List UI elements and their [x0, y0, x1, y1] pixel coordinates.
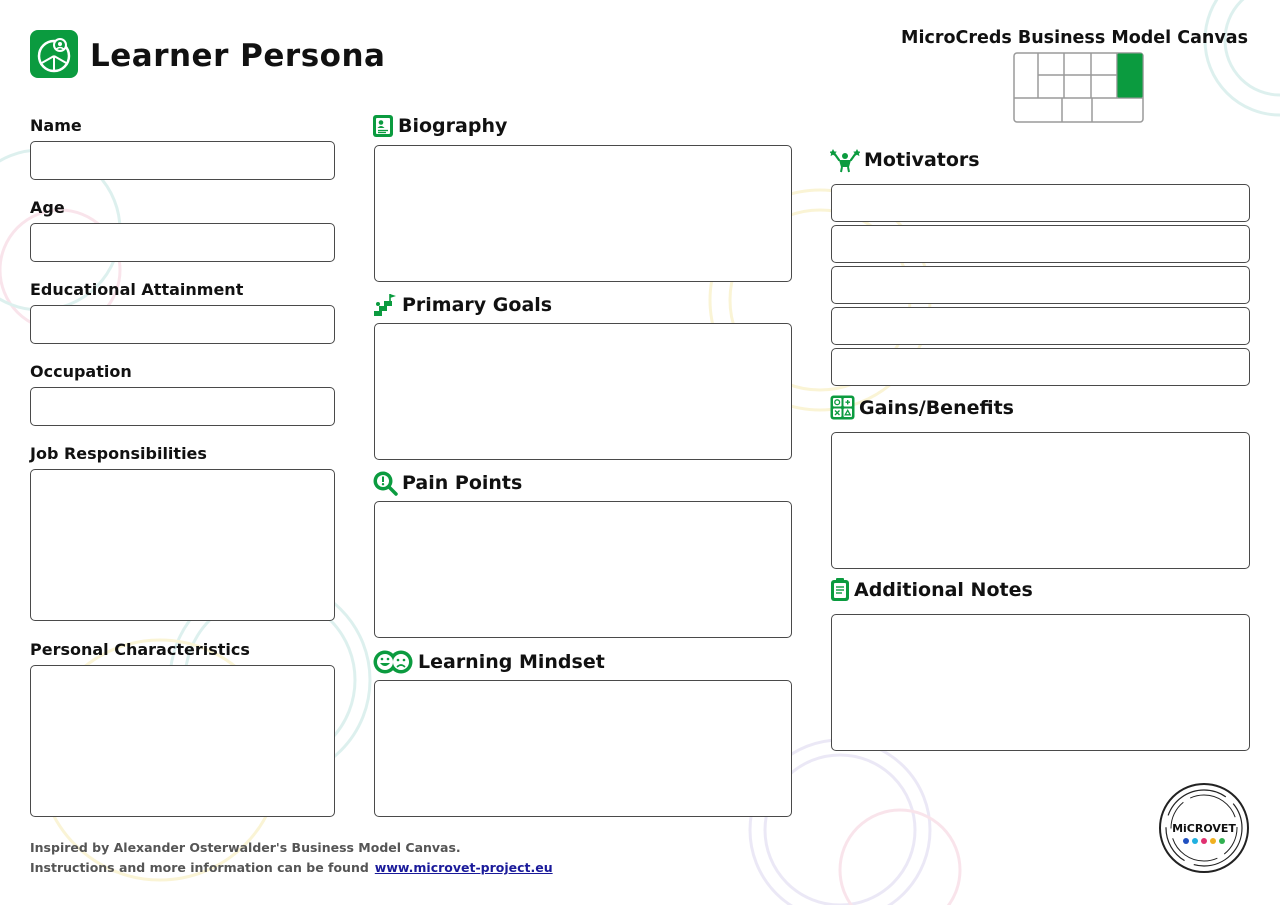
motivator-field-3[interactable] — [831, 266, 1250, 304]
occupation-label: Occupation — [30, 362, 132, 381]
gains-icon — [830, 395, 855, 420]
notes-icon — [830, 577, 850, 602]
pain-points-label: Pain Points — [402, 472, 523, 494]
canvas-position-map — [1013, 52, 1144, 123]
motivators-label: Motivators — [864, 149, 980, 171]
age-field[interactable] — [30, 223, 335, 262]
page-title: Learner Persona — [90, 38, 386, 74]
primary-goals-field[interactable] — [374, 323, 792, 460]
educational-attainment-field[interactable] — [30, 305, 335, 344]
gains-benefits-field[interactable] — [831, 432, 1250, 569]
motivators-header — [830, 147, 980, 173]
badge-text: MiCROVET — [1172, 822, 1236, 835]
canvas-title: MicroCreds Business Model Canvas — [901, 28, 1248, 48]
occupation-field[interactable] — [30, 387, 335, 426]
pain-points-header — [372, 470, 522, 496]
pain-points-field[interactable] — [374, 501, 792, 638]
educational-attainment-label: Educational Attainment — [30, 280, 244, 299]
microvet-badge-logo — [1158, 782, 1250, 874]
learning-mindset-label: Learning Mindset — [418, 651, 605, 673]
motivator-field-4[interactable] — [831, 307, 1250, 345]
job-responsibilities-label: Job Responsibilities — [30, 444, 207, 463]
biography-header — [372, 114, 507, 138]
name-field[interactable] — [30, 141, 335, 180]
motivator-field-1[interactable] — [831, 184, 1250, 222]
goals-icon — [372, 292, 398, 318]
footer-info — [30, 860, 553, 875]
primary-goals-header — [372, 292, 552, 318]
age-label: Age — [30, 198, 65, 217]
personal-characteristics-label: Personal Characteristics — [30, 640, 250, 659]
motivators-icon — [830, 147, 860, 173]
pain-points-icon — [372, 470, 398, 496]
learning-mindset-field[interactable] — [374, 680, 792, 817]
biography-field[interactable] — [374, 145, 792, 282]
gains-benefits-label: Gains/Benefits — [859, 396, 1014, 419]
mindset-icon — [372, 649, 414, 675]
biography-icon — [372, 114, 394, 138]
job-responsibilities-field[interactable] — [30, 469, 335, 621]
learning-mindset-header — [372, 649, 605, 675]
primary-goals-label: Primary Goals — [402, 294, 553, 316]
biography-label: Biography — [398, 115, 508, 137]
gains-benefits-header — [830, 395, 1014, 420]
footer-info-text: Instructions and more information can be found — [30, 860, 369, 875]
personal-characteristics-field[interactable] — [30, 665, 335, 817]
additional-notes-field[interactable] — [831, 614, 1250, 751]
learner-persona-logo-icon — [30, 30, 78, 78]
additional-notes-label: Additional Notes — [854, 578, 1033, 601]
additional-notes-header — [830, 577, 1033, 602]
footer-credit: Inspired by Alexander Osterwalder's Business Model Canvas. — [30, 840, 461, 855]
motivator-field-2[interactable] — [831, 225, 1250, 263]
name-label: Name — [30, 116, 82, 135]
microvet-website-link[interactable]: www.microvet-project.eu — [374, 860, 553, 875]
motivator-field-5[interactable] — [831, 348, 1250, 386]
